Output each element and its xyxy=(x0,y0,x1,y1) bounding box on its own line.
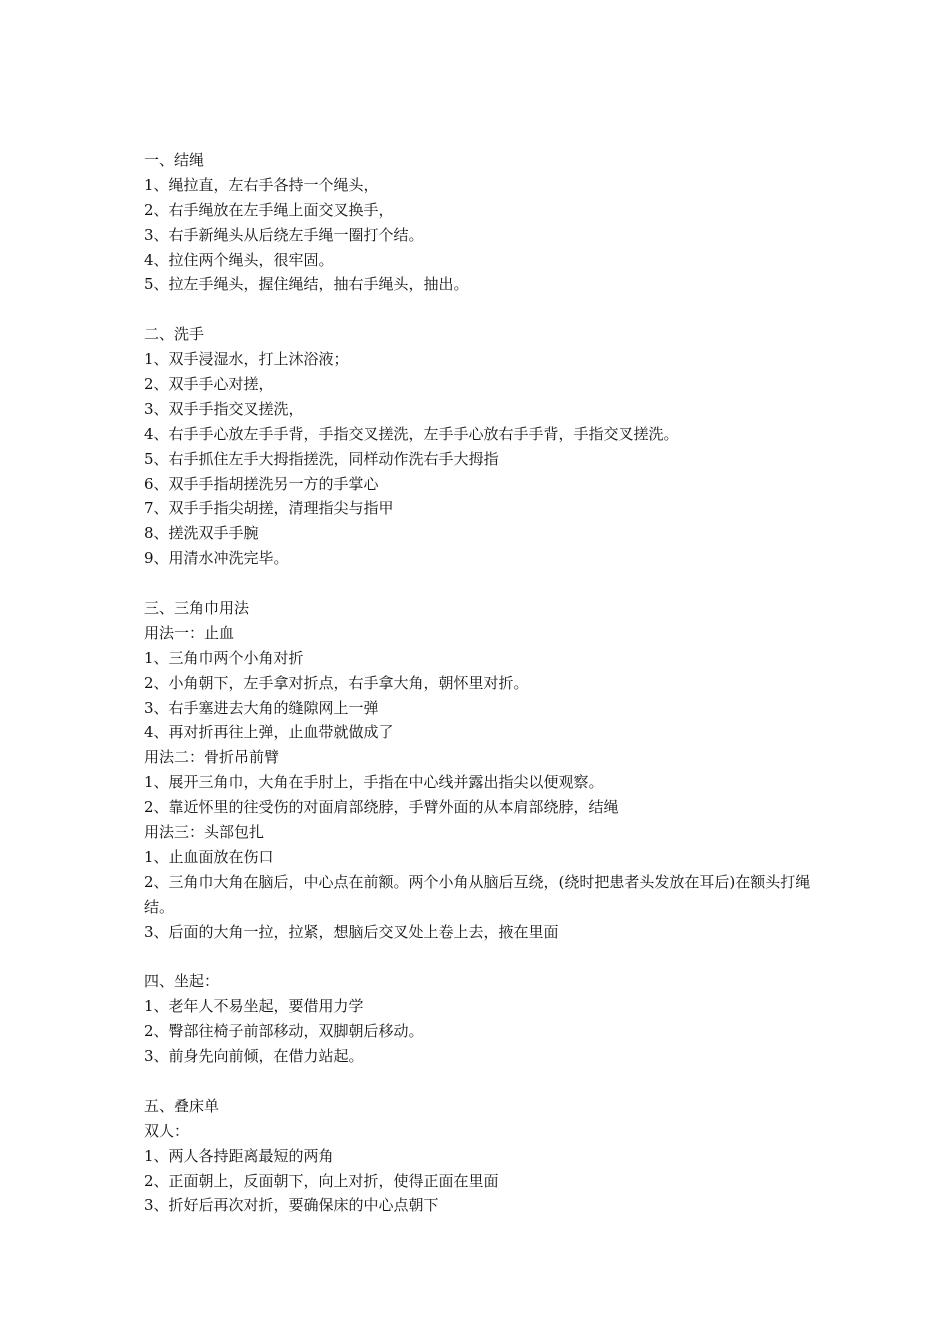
section-heading-knot: 一、结绳 xyxy=(144,151,205,169)
subheading-usage-3: 用法三：头部包扎 xyxy=(144,823,265,842)
list-item: 2、三角巾大角在脑后，中心点在前额。两个小角从脑后互绕，(绕时把患者头发放在耳后)在额头打绳结。 xyxy=(144,872,811,916)
section-heading-fold-sheet: 五、叠床单 xyxy=(144,1096,220,1115)
list-item: 1、双手浸湿水，打上沐浴液； xyxy=(144,350,349,369)
spacer xyxy=(144,297,814,322)
subheading-usage-2: 用法二：骨折吊前臂 xyxy=(144,748,280,767)
list-item: 2、双手手心对搓， xyxy=(144,375,274,394)
section-heading-triangle-bandage: 三、三角巾用法 xyxy=(144,599,250,618)
spacer xyxy=(144,945,814,970)
list-item: 1、老年人不易坐起，要借用力学 xyxy=(144,997,364,1016)
list-item: 3、折好后再次对折，要确保床的中心点朝下 xyxy=(144,1196,439,1215)
list-item: 2、正面朝上，反面朝下，向上对折，使得正面在里面 xyxy=(144,1171,499,1190)
document-body xyxy=(144,148,814,1218)
list-item: 5、拉左手绳头，握住绳结，抽右手绳头，抽出。 xyxy=(144,275,469,294)
spacer xyxy=(144,1069,814,1094)
list-item: 1、三角巾两个小角对折 xyxy=(144,648,304,667)
list-item: 1、两人各持距离最短的两角 xyxy=(144,1146,334,1165)
list-item: 2、右手绳放在左手绳上面交叉换手， xyxy=(144,200,394,219)
section-heading-sit-up: 四、坐起： xyxy=(144,972,220,991)
list-item: 9、用清水冲洗完毕。 xyxy=(144,549,289,568)
list-item: 3、后面的大角一拉，拉紧，想脑后交叉处上卷上去，掖在里面 xyxy=(144,922,559,941)
subheading-usage-1: 用法一：止血 xyxy=(144,623,235,642)
list-item: 2、臀部往椅子前部移动，双脚朝后移动。 xyxy=(144,1022,424,1041)
list-item: 2、靠近怀里的往受伤的对面肩部绕脖，手臂外面的从本肩部绕脖，结绳 xyxy=(144,798,619,817)
list-item: 1、展开三角巾，大角在手肘上，手指在中心线并露出指尖以便观察。 xyxy=(144,773,604,792)
list-item: 6、双手手指胡搓洗另一方的手掌心 xyxy=(144,474,379,493)
list-item: 2、小角朝下，左手拿对折点，右手拿大角，朝怀里对折。 xyxy=(144,673,529,692)
list-item: 1、止血面放在伤口 xyxy=(144,847,274,866)
list-item: 3、右手塞进去大角的缝隙网上一弹 xyxy=(144,698,379,717)
list-item: 1、绳拉直，左右手各持一个绳头， xyxy=(144,175,379,194)
list-item: 3、双手手指交叉搓洗， xyxy=(144,399,304,418)
list-item: 5、右手抓住左手大拇指搓洗，同样动作洗右手大拇指 xyxy=(144,449,499,468)
list-item: 7、双手手指尖胡搓，清理指尖与指甲 xyxy=(144,499,394,518)
list-item: 4、再对折再往上弹，止血带就做成了 xyxy=(144,723,394,742)
subheading-two-person: 双人： xyxy=(144,1121,190,1140)
spacer xyxy=(144,571,814,596)
list-item: 3、右手新绳头从后绕左手绳一圈打个结。 xyxy=(144,225,424,244)
list-item: 3、前身先向前倾，在借力站起。 xyxy=(144,1047,364,1066)
list-item: 4、拉住两个绳头，很牢固。 xyxy=(144,250,334,269)
section-heading-handwash: 二、洗手 xyxy=(144,325,205,344)
list-item: 4、右手手心放左手手背，手指交叉搓洗，左手手心放右手手背，手指交叉搓洗。 xyxy=(144,424,679,443)
list-item: 8、搓洗双手手腕 xyxy=(144,524,259,543)
